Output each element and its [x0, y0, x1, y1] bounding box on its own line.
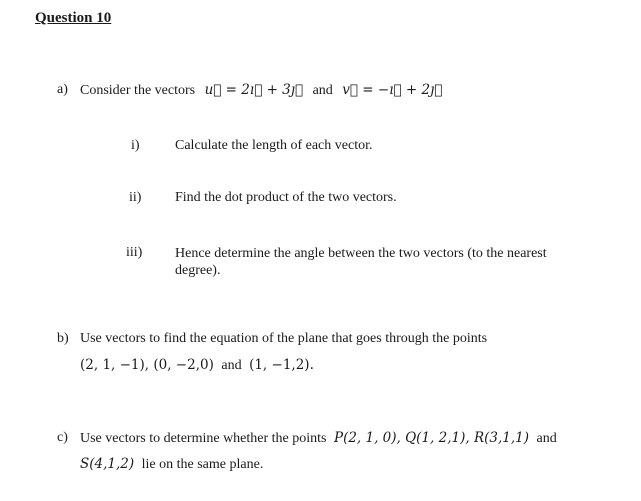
part-b-points: (2, 1, −1), (0, −2,0): [80, 357, 214, 373]
subpart-i-label: i): [131, 138, 140, 153]
part-b-label: b): [57, 331, 69, 346]
part-c-last-point: S(4,1,2): [80, 456, 135, 472]
part-c-points: P(2, 1, 0), Q(1, 2,1), R(3,1,1): [333, 430, 529, 446]
part-b-last-point: (1, −1,2).: [249, 357, 314, 373]
subpart-ii-label: ii): [129, 190, 142, 205]
subpart-iii-text: Hence determine the angle between the two vectors (to the nearest degree).: [175, 246, 547, 278]
part-c-text: Use vectors to determine whether the points: [80, 431, 327, 446]
part-a-intro: Consider the vectors: [80, 83, 196, 98]
part-c-line-1: [80, 430, 557, 447]
part-b-text: Use vectors to find the equation of the plane that goes through the points: [80, 331, 488, 346]
subpart-iii-label: iii): [126, 245, 143, 260]
vector-u-definition: u⃗ = 2ı⃗ + 3ȷ⃗: [204, 82, 304, 98]
subpart-i-text: Calculate the length of each vector.: [175, 138, 373, 153]
part-b-points-line: [80, 357, 314, 374]
part-c-label: c): [57, 430, 68, 445]
vector-v-definition: v⃗ = −ı⃗ + 2ȷ⃗: [342, 82, 443, 98]
part-a-line: [80, 82, 442, 99]
part-c-and: and: [536, 431, 557, 446]
part-c-tail: lie on the same plane.: [141, 457, 264, 472]
part-b-and: and: [221, 358, 242, 373]
subpart-ii-text: Find the dot product of the two vectors.: [175, 190, 397, 205]
part-a-label: a): [57, 82, 68, 97]
part-c-line-2: [80, 456, 263, 473]
part-a-and: and: [312, 83, 333, 98]
question-title: Question 10: [35, 10, 112, 26]
